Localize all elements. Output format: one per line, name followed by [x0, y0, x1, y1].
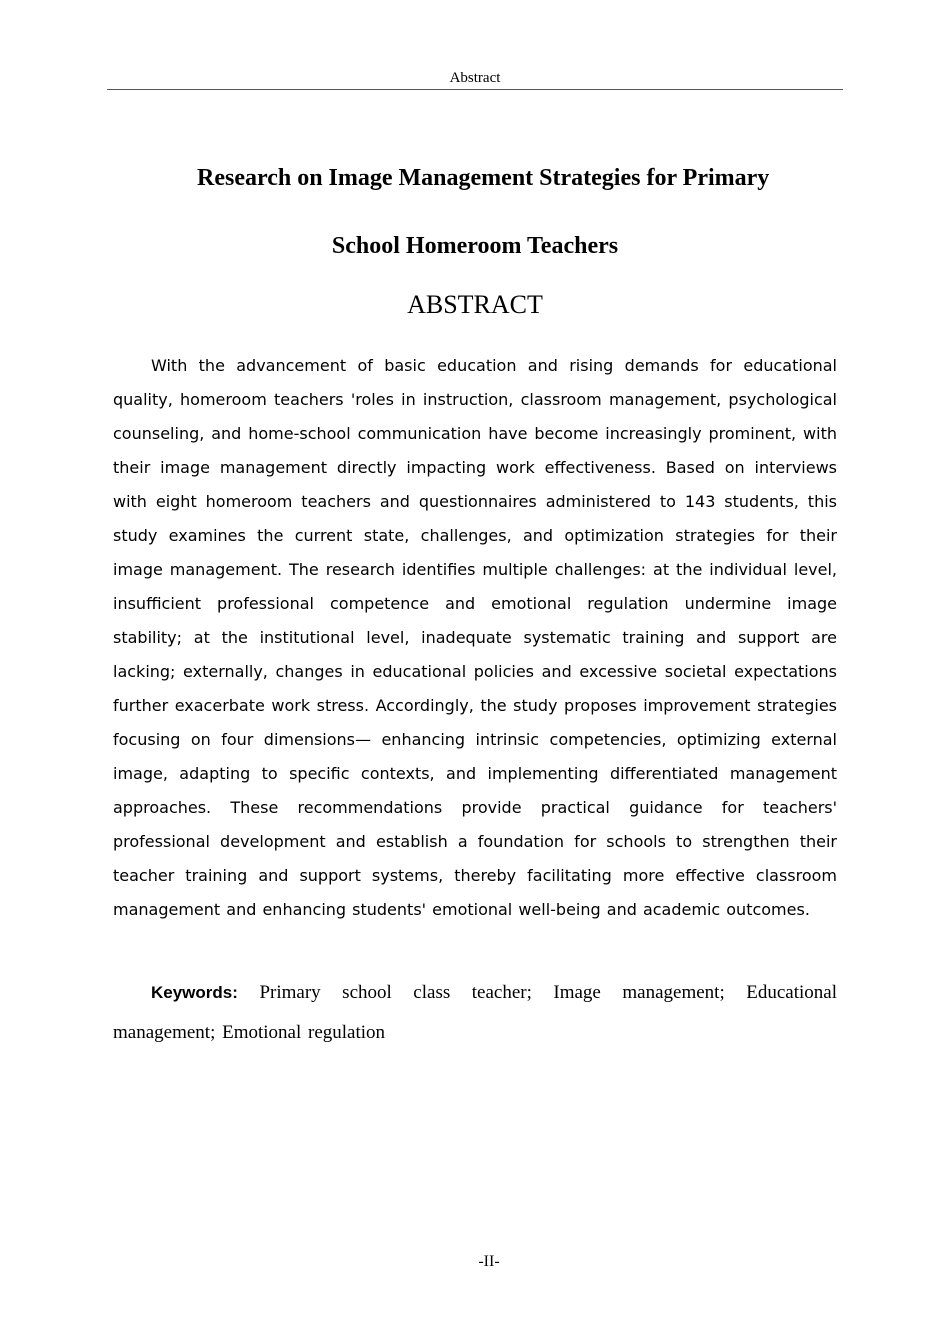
abstract-body: With the advancement of basic education and rising demands for educational quality, homeroom teachers 'roles in instruction, classroom management, psychological counseling, and home-school communication have become increasingly prominent, with their image management directly impacting work effectiveness. Based on interviews with eight homeroom teachers and questionnaires administered to 143 students, this study examines the current state, challenges, and optimization strategies for their image management. The research identifies multiple challenges: at the individual level, insufficient professional competence and emotional regulation undermine image stability; at the institutional level, inadequate systematic training and support are lacking; externally, changes in educational policies and excessive societal expectations further exacerbate work stress. Accordingly, the study proposes improvement strategies focusing on four dimensions— enhancing intrinsic competencies, optimizing external image, adapting to specific contexts, and implementing differentiated management approaches. These recommendations provide practical guidance for teachers' professional development and establish a foundation for schools to strengthen their teacher training and support systems, thereby facilitating more effective classroom management and enhancing students' emotional well-being and academic outcomes.: [113, 356, 837, 919]
keywords-label: Keywords:: [151, 983, 238, 1002]
page-number: -II-: [478, 1253, 500, 1270]
running-header: Abstract: [449, 70, 501, 86]
paper-title-line-1: Research on Image Management Strategies for Primary: [197, 165, 770, 191]
paper-title-line-2: School Homeroom Teachers: [331, 233, 619, 259]
header-divider: [107, 89, 843, 90]
keywords-text: Primary school class teacher; Image management; Educational management; Emotional regulation: [113, 982, 837, 1043]
keywords-paragraph: [113, 973, 837, 1053]
abstract-heading: ABSTRACT: [407, 290, 543, 319]
paper-title: [113, 144, 837, 280]
